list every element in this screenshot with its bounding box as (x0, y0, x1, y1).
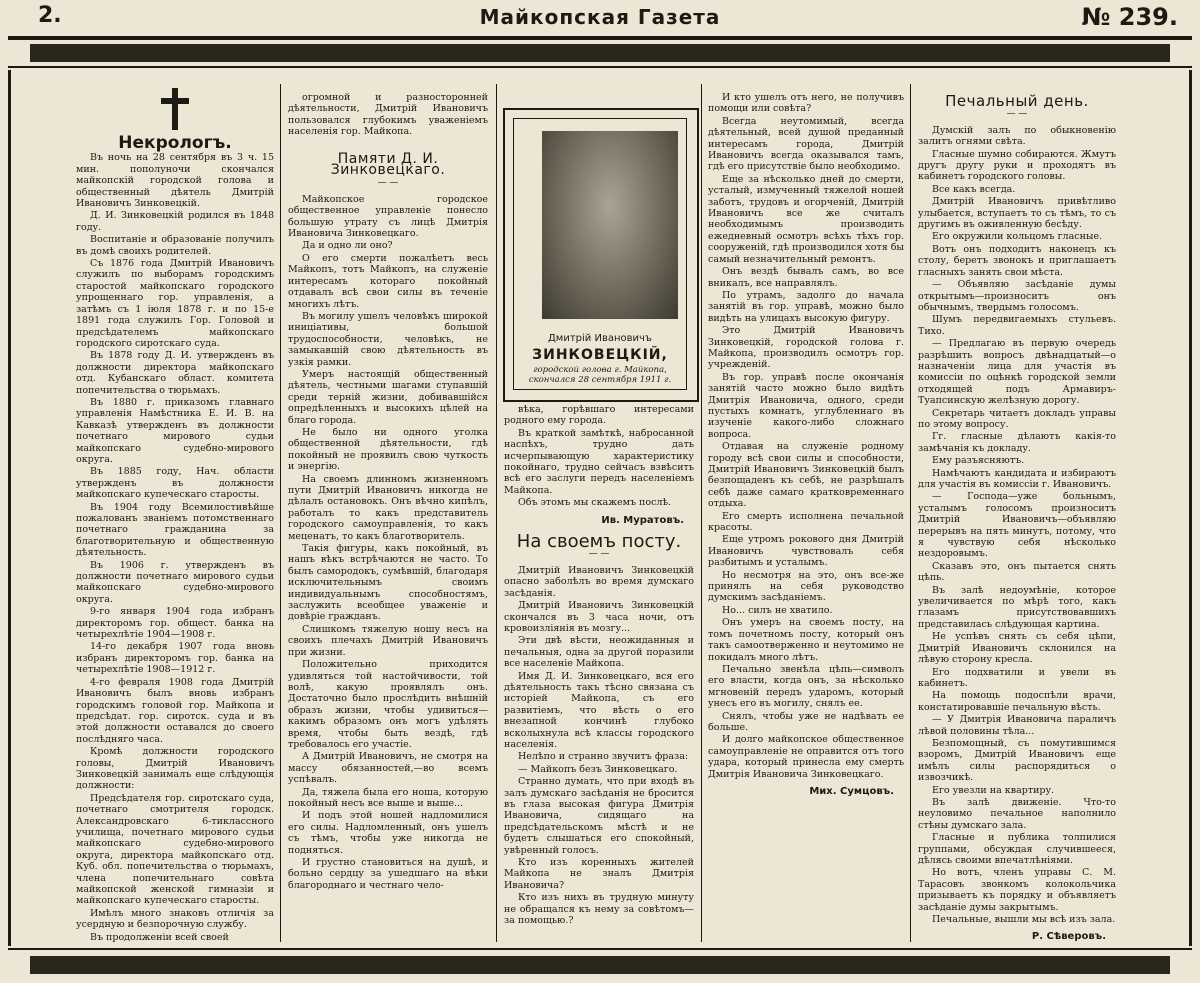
paragraph: Но... силъ не хватило. (722, 604, 833, 616)
paragraph: Предсѣдателя гор. сиротскаго суда, почетнаго смотрителя городск. Александровскаго 6-тиклассного училища, почетнаго мирового судьи майкопскаго судебно-мирового округа, директора майкопскаго отд. Куб. обл. попечительства о тюрьмахъ, члена попечительнаго совѣта майкопской женской гимназіи и майкопскаго купеческаго старосты. (76, 792, 274, 907)
paragraph: — Объявляю засѣданіе думы открытымъ—произноситъ онъ обычнымъ, твердымъ голосомъ. (918, 279, 1116, 313)
issue-number: № 239. (1081, 3, 1178, 31)
newspaper-title: Майкопская Газета (479, 5, 721, 29)
paragraph: Кромѣ должности городского головы, Дмитрій Ивановичъ Зинковецкій занималъ еще слѣдующія должности: (76, 746, 274, 792)
paragraph: Въ залѣ недоумѣніе, которое увеличивается по мѣрѣ того, какъ глазамъ присутствовавшихъ представилась слѣдующая картина. (918, 584, 1116, 630)
paragraph: Все какъ всегда. (932, 183, 1016, 195)
paragraph: Въ 1880 г. приказомъ главнаго управленія Намѣстника Е. И. В. на Кавказѣ утвержденъ въ должности почетнаго мирового судьи майкопскаго судебно-мирового округа. (76, 396, 274, 465)
paragraph: Объ этомъ мы скажемъ послѣ. (518, 497, 672, 509)
separator-dash: — — (377, 178, 399, 189)
paragraph: Онъ вездѣ бывалъ самъ, во все вникалъ, все направлялъ. (708, 266, 904, 289)
paragraph: Шумъ передвигаемыхъ стульевъ. Тихо. (918, 314, 1116, 337)
memorial-heading: Памяти Д. И. Зинковецкаго. (330, 150, 446, 179)
paragraph: Умеръ настоящій общественный дѣятель, честными шагами ступавшій среди терній жизни, добивавшійся опредѣленныхъ и высокихъ цѣлей на благо города. (288, 368, 488, 426)
paragraph: И грустно становиться на душѣ, и больно сердцу за ушедшаго на вѣки благороднаго и честнаго чело- (288, 857, 488, 891)
paragraph: огромной и разносторонней дѣятельности, Дмитрій Ивановичъ пользовался глубокимъ уваженіемъ населенія гор. Майкопа. (288, 92, 488, 138)
paragraph: Не успѣвъ снять съ себя цѣпи, Дмитрій Ивановичъ склонился на лѣвую сторону кресла. (918, 631, 1116, 666)
paragraph: Майкопское городское общественное управленіе понесло большую утрату съ лицѣ Дмитрія Ивановича Зинковецкаго. (288, 193, 488, 240)
column-sad-day (918, 92, 1116, 942)
paragraph: — Предлагаю въ первую очередь разрѣшить вопросъ двѣнадцатый—о назначеніи лица для участія въ комиссіи по оцѣнкѣ городской земли отходящей подъ Армавиръ-Туапсинскую желѣзную дорогу. (918, 338, 1116, 407)
paragraph: Въ ночь на 28 сентября въ 3 ч. 15 мин. пополуночи скончался майкопскій городской голова и общественный дѣятель Дмитрій Ивановичъ Зинковецкій. (76, 152, 274, 210)
paragraph: Его окружили кольцомъ гласные. (932, 231, 1103, 243)
column-divider-3 (701, 84, 702, 942)
separator-dash: — — (1006, 109, 1028, 120)
paragraph: На своемъ длинномъ жизненномъ пути Дмитрій Ивановичъ никогда не дѣлалъ остановокъ. Онъ вѣчно кипѣлъ, работалъ то какъ представитель городского самоуправленія, то какъ меценатъ, то какъ благотворитель. (288, 473, 488, 542)
column-divider-4 (910, 84, 911, 942)
paragraph: Положительно приходится удивляться той настойчивости, той волѣ, какую проявлялъ онъ. Достаточно было прослѣдить внѣшній образъ жизни, чтобы удивиться—какимъ образомъ онъ могъ удѣлять время, чтобы быть вездѣ, гдѣ требовалось его участіе. (288, 659, 488, 750)
paragraph: Въ гор. управѣ после окончанія занятій часто можно было видѣть Дмитрія Ивановича, одного, среди пустыхъ комнатъ, углубленнаго въ изученіе какого-либо сложнаго вопроса. (708, 371, 904, 440)
paragraph: — У Дмитрія Ивановича параличъ лѣвой половины тѣла... (918, 714, 1116, 737)
left-border (8, 70, 11, 946)
paragraph: Еще за нѣсколько дней до смерти, усталый, измученный тяжелой ношей заботъ, трудовъ и огорченій, Дмитрій Ивановичъ все же считалъ необходимымъ производить ежедневный осмотръ всѣхъ тѣхъ гор. сооруженій, гдѣ производился хотя бы самый незначительный ремонтъ. (708, 173, 904, 265)
paragraph: Думскій залъ по обыкновенію залитъ огнями свѣта. (918, 124, 1116, 148)
paragraph: Въ могилу ушелъ человѣкъ широкой иниціативы, большой трудоспособности, человѣкъ, не замыкавшій свою дѣятельность въ узкія рамки. (288, 310, 488, 368)
paragraph: Секретарь читаетъ докладъ управы по этому вопросу. (918, 407, 1116, 430)
paragraph: Гласные шумно собираются. Жмутъ другъ другу руки и проходятъ въ кабинетъ городского головы. (918, 148, 1116, 183)
separator-dash: — — (588, 549, 610, 560)
paragraph: Это Дмитрій Ивановичъ Зинковецкій, городской голова г. Майкопа, производилъ осмотръ гор. учрежденій. (708, 325, 904, 371)
paragraph: Такія фигуры, какъ покойный, въ нашъ вѣкъ встрѣчаются не часто. То былъ самородокъ, сумѣвшій, благодаря исключительнымъ своимъ индивидуальнымъ способностямъ, заслужить всеобщее уваженіе и довѣріе гражданъ. (288, 543, 488, 623)
bottom-rule-thin (8, 948, 1192, 950)
paragraph: Еще утромъ рокового дня Дмитрій Ивановичъ чувствовалъ себя разбитымъ и усталымъ. (708, 534, 904, 569)
at-post-heading: На своемъ посту. (516, 531, 682, 553)
paragraph: Дмитрій Ивановичъ привѣтливо улыбается, вступаетъ то съ тѣмъ, то съ другимъ въ оживленную бесѣду. (918, 196, 1116, 231)
paragraph: Да и одно ли оно? (302, 240, 393, 252)
paragraph: Кто изъ коренныхъ жителей Майкопа не зналъ Дмитрія Ивановича? (504, 857, 694, 891)
paragraph: — Майкопъ безъ Зинковецкаго. (518, 763, 678, 775)
paragraph: Отдавая на служеніе родному городу всѣ свои силы и способности, Дмитрій Ивановичъ Зинковецкій былъ безпощаденъ къ себѣ, не разрѣшалъ себѣ даже самаго кратковременнаго отдыха. (708, 441, 904, 510)
paragraph: Въ 1885 году, Нач. области утвержденъ въ должности майкопскаго купеческаго старосты. (76, 466, 274, 501)
column-divider-1 (280, 84, 281, 942)
paragraph: Имѣлъ много знаковъ отличія за усердную и безпорочную службу. (76, 907, 274, 931)
paragraph: Печальные, вышли мы всѣ изъ зала. (932, 914, 1116, 926)
paragraph: Въ 1904 году Всемилостивѣйше пожалованъ званіемъ потомственнаго почетнаго гражданина за благотворительную и общественную дѣятельность. (76, 501, 274, 559)
column-obituary (76, 84, 274, 944)
paragraph: Вотъ онъ подходитъ наконецъ къ столу, беретъ звонокъ и приглашаетъ гласныхъ занять свои мѣста. (918, 243, 1116, 278)
cross-icon (159, 88, 191, 130)
portrait-inner-border (513, 118, 687, 390)
portrait-frame (503, 108, 699, 402)
paragraph: А Дмитрій Ивановичъ, не смотря на массу обязанностей,—во всемъ успѣвалъ. (288, 751, 488, 786)
paragraph: Въ краткой замѣткѣ, набросанной наспѣхъ, трудно дать исчерпывающую характеристику покойнаго, трудно сейчасъ взвѣсить всѣ его заслуги передъ населеніемъ Майкопа. (504, 427, 694, 496)
paragraph: 9-го января 1904 года избранъ директоромъ гор. общест. банка на четырехлѣтіе 1904—1908 г. (76, 606, 274, 641)
paragraph: Въ залѣ движеніе. Что-то неуловимо печальное наполнило стѣны думскаго зала. (918, 796, 1116, 831)
paragraph: Странно думать, что при входѣ въ залъ думскаго засѣданія не бросится въ глаза высокая фигура Дмитрія Ивановича, сидящаго на предсѣдательскомъ мѣстѣ и не будетъ слышаться его спокойный, увѣренный голосъ. (504, 776, 694, 856)
paragraph: вѣка, горѣвшаго интересами родного ему города. (504, 404, 694, 427)
paragraph: Безпомощный, съ помутившимся взоромъ, Дмитрій Ивановичъ еще имѣлъ силы распорядиться о извозчикѣ. (918, 737, 1116, 784)
paragraph: Да, тяжела была его ноша, которую покойный несъ все выше и выше... (288, 786, 488, 809)
paragraph: Дмитрій Ивановичъ Зинковецкій опасно заболѣлъ во время думскаго засѣданія. (504, 564, 694, 599)
paragraph: Всегда неутомимый, всегда дѣятельный, всей душой преданный интересамъ города, Дмитрій Ивановичъ всегда оказывался тамъ, гдѣ его присутствіе было необходимо. (708, 115, 904, 173)
paragraph: Снялъ, чтобы уже не надѣвать ее больше. (708, 710, 904, 733)
paragraph: Его подхватили и увели въ кабинетъ. (918, 666, 1116, 689)
paragraph: Не было ни одного уголка общественной дѣятельности, гдѣ покойный не проявилъ свою чуткость и энергію. (288, 426, 488, 473)
portrait-name-line1: Дмитрій Ивановичъ (547, 333, 652, 344)
column-at-post-continued (708, 92, 904, 942)
paragraph: 14-го декабря 1907 года вновь избранъ директоромъ гор. банка на четырехлѣтіе 1908—1912 г. (76, 641, 274, 676)
bottom-rule-bar (30, 956, 1170, 974)
paragraph: Гг. гласные дѣлаютъ какія-то замѣчанія къ докладу. (918, 431, 1116, 454)
paragraph: Намѣчаютъ кандидата и избираютъ для участія въ комиссіи г. Ивановичъ. (918, 467, 1116, 490)
paragraph: Но несмотря на это, онъ все-же принялъ на себя руководство думскимъ засѣданіемъ. (708, 569, 904, 604)
obituary-heading: Некрологъ. (118, 133, 232, 153)
right-border (1189, 70, 1192, 946)
portrait-photo (542, 131, 678, 319)
column-at-post (504, 404, 694, 944)
paragraph: Но вотъ, членъ управы С. М. Тарасовъ звонкомъ колокольчика призываетъ къ порядку и объявляетъ засѣданіе думы закрытымъ. (918, 867, 1116, 913)
paragraph: И подъ этой ношей надломилися его силы. Надломленный, онъ ушелъ съ тѣмъ, чтобы уже никогда не подняться. (288, 810, 488, 856)
portrait-name-line2: ЗИНКОВЕЦКІЙ, (532, 347, 668, 363)
paragraph: Дмитрій Ивановичъ Зинковецкій скончался въ 3 часа ночи, отъ кровоизліянія въ мозгу... (504, 600, 694, 634)
page-number: 2. (38, 3, 62, 28)
paragraph: Его увезли на квартиру. (932, 784, 1055, 796)
paragraph: Въ продолженіи всей своей (90, 931, 229, 943)
paragraph: На помощь подоспѣли врачи, констатировавшіе печальную вѣсть. (918, 690, 1116, 713)
top-rule-thick (8, 36, 1192, 40)
paragraph: 4-го февраля 1908 года Дмитрій Ивановичъ былъ вновь избранъ городскимъ головой гор. Майкопа и предсѣдат. гор. сиротск. суда и въ этой должности оставался до своего послѣдняго часа. (76, 676, 274, 745)
paragraph: Гласные и публика толпилися группами, обсуждая случившееся, дѣлясь своими впечатлѣніями. (918, 832, 1116, 866)
obituary-body (76, 152, 274, 943)
sad-day-heading: Печальный день. (945, 92, 1089, 110)
portrait-caption: городской голова г. Майкопа, скончался 28 сентября 1911 г. (528, 365, 672, 385)
paragraph: Воспитаніе и образованіе получилъ въ домѣ своихъ родителей. (76, 234, 274, 257)
paragraph: Въ 1906 г. утвержденъ въ должности почетнаго мирового судьи майкопскаго судебно-мирового округа. (76, 559, 274, 605)
paragraph: Его смерть исполнена печальной красоты. (708, 510, 904, 534)
signature-sumtsov: Мих. Сумцовъ. (809, 785, 894, 797)
paragraph: Съ 1876 года Дмитрій Ивановичъ служилъ по выборамъ городскимъ старостой майкопскаго городского упрощеннаго гор. управленія, а затѣмъ съ 1 іюля 1878 г. и по 15-е 1891 года служилъ Гор. Головой и предсѣдателемъ майкопскаго городского сиротскаго суда. (76, 258, 274, 349)
top-rule-bar (30, 44, 1170, 62)
masthead (0, 0, 1200, 34)
paragraph: Онъ умеръ на своемъ посту, на томъ почетномъ посту, который онъ такъ самоотверженно и неутомимо не покидалъ много лѣтъ. (708, 617, 904, 663)
paragraph: И долго майкопское общественное самоуправленіе не оправится отъ того удара, который принесла ему смерть Дмитрія Ивановича Зинковецкаго. (708, 734, 904, 780)
paragraph: Слишкомъ тяжелую ношу несъ на своихъ плечахъ Дмитрій Ивановичъ при жизни. (288, 623, 488, 658)
signature-severov: Р. Сѣверовъ. (1031, 931, 1106, 942)
signature-muratov: Ив. Муратовъ. (601, 514, 684, 526)
paragraph: Печально звенѣла цѣпь—символъ его власти, когда онъ, за нѣсколько мгновеній передъ ударомъ, который унесъ его въ могилу, снялъ ее. (708, 663, 904, 710)
paragraph: Сказавъ это, онъ пытается снять цѣпь. (918, 560, 1116, 584)
top-rule-thin (8, 66, 1192, 68)
paragraph: Ему разъясняютъ. (932, 455, 1025, 467)
paragraph: Имя Д. И. Зинковецкаго, вся его дѣятельность такъ тѣсно связана съ исторіей Майкопа, съ его развитіемъ, что вѣсть о его внезапной кончинѣ глубоко всколыхнула всѣ классы городского населенія. (504, 670, 694, 750)
paragraph: По утрамъ, задолго до начала занятій въ гор. управѣ, можно было видѣть на улицахъ высокую фигуру. (708, 289, 904, 324)
paragraph: О его смерти пожалѣетъ весь Майкопъ, тотъ Майкопъ, на служеніе интересамъ котораго покойный отдавалъ всѣ свои силы въ теченіе многихъ лѣтъ. (288, 252, 488, 310)
paragraph: Въ 1878 году Д. И. утвержденъ въ должности директора майкопскаго отд. Кубанскаго област. комитета попечительства о тюрьмахъ. (76, 350, 274, 396)
paragraph: — Господа—уже больнымъ, усталымъ голосомъ произноситъ Дмитрій Ивановичъ—объявляю перерывъ на пять минутъ, потому, что я чувствую себя нѣсколько нездоровымъ. (918, 491, 1116, 560)
paragraph: Д. И. Зинковецкій родился въ 1848 году. (76, 210, 274, 233)
paragraph: Кто изъ нихъ въ трудную минуту не обращался къ нему за совѣтомъ—за помощью.? (504, 892, 694, 927)
column-divider-2 (496, 84, 497, 942)
paragraph: Нелѣпо и странно звучитъ фраза: (518, 751, 689, 763)
paragraph: И кто ушелъ отъ него, не получивъ помощи или совѣта? (708, 92, 904, 115)
column-memorial (288, 92, 488, 952)
paragraph: Эти двѣ вѣсти, неожиданныя и печальныя, одна за другой поразили все населеніе Майкопа. (504, 635, 694, 670)
